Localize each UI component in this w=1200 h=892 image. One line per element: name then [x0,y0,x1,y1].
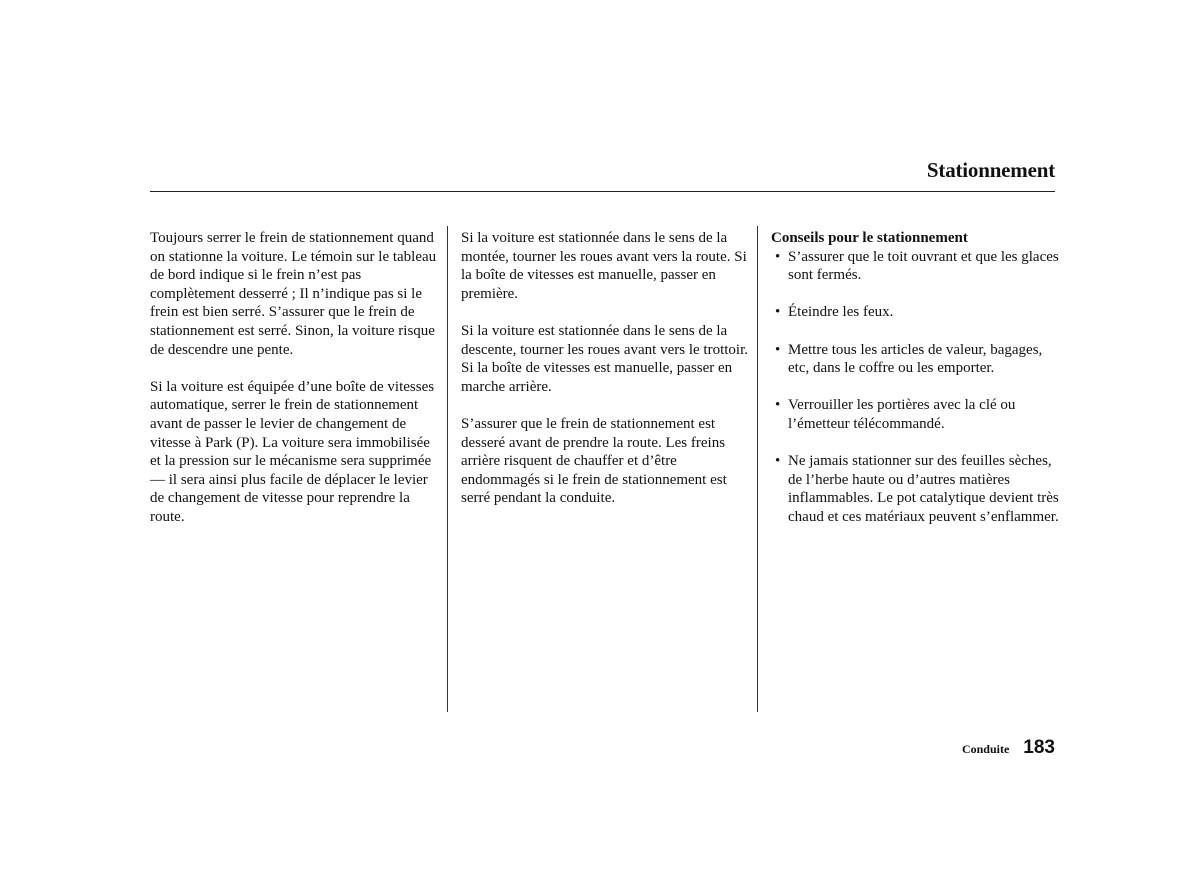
list-item: • Verrouiller les portières avec la clé ou l’émetteur télécommandé. [771,396,1061,433]
title-rule [150,191,1055,192]
column-divider-2 [757,226,758,712]
list-item: • S’assurer que le toit ouvrant et que les glaces sont fermés. [771,248,1061,285]
paragraph-downhill: Si la voiture est stationnée dans le sens de la descente, tourner les roues avant vers le trottoir. Si la boîte de vitesses est manuelle, passer en marche arrière. [461,322,748,395]
parking-tips-heading: Conseils pour le stationnement [771,230,968,246]
column-left [150,229,440,545]
footer-section-label: Conduite [961,742,1010,756]
paragraph-automatic-transmission: Si la voiture est équipée d’une boîte de vitesses automatique, serrer le frein de stationnement avant de passer le levier de changement de vitesse à Park (P). La voiture sera immobilisée et la pression sur le mécanisme sera supprimée — il sera ainsi plus facile de déplacer le levier de changement de vitesse pour reprendre la route. [150,378,435,525]
list-item: • Mettre tous les articles de valeur, bagages, etc, dans le coffre ou les emporter. [771,341,1061,378]
list-item: • Ne jamais stationner sur des feuilles sèches, de l’herbe haute ou d’autres matières inflammables. Le pot catalytique devient très chaud et ces matériaux peuvent s’enflammer. [771,452,1061,526]
paragraph-uphill: Si la voiture est stationnée dans le sens de la montée, tourner les roues avant vers la route. Si la boîte de vitesses est manuelle, passer en première. [461,230,747,302]
list-item: • Éteindre les feux. [771,303,1061,322]
paragraph-parking-brake: Toujours serrer le frein de stationnement quand on stationne la voiture. Le témoin sur le tableau de bord indique si le frein n’est pas complètement desserré ; Il n’indique pas si le frein est bien serré. S’assurer que le frein de stationnement est serré. Sinon, la voiture risque de descendre une pente. [150,230,437,358]
paragraph-brake-release: S’assurer que le frein de stationnement est desseré avant de prendre la route. Les freins arrière risquent de chauffer et d’être endommagés si le frein de stationnement est serré pendant la conduite. [461,415,727,507]
parking-tips-list [771,248,1061,527]
page-number: 183 [1023,737,1055,758]
column-middle [461,229,751,527]
column-right [771,229,1061,545]
page-footer [962,737,1055,759]
page-title: Stationnement [926,158,1055,182]
column-divider-1 [447,226,448,712]
